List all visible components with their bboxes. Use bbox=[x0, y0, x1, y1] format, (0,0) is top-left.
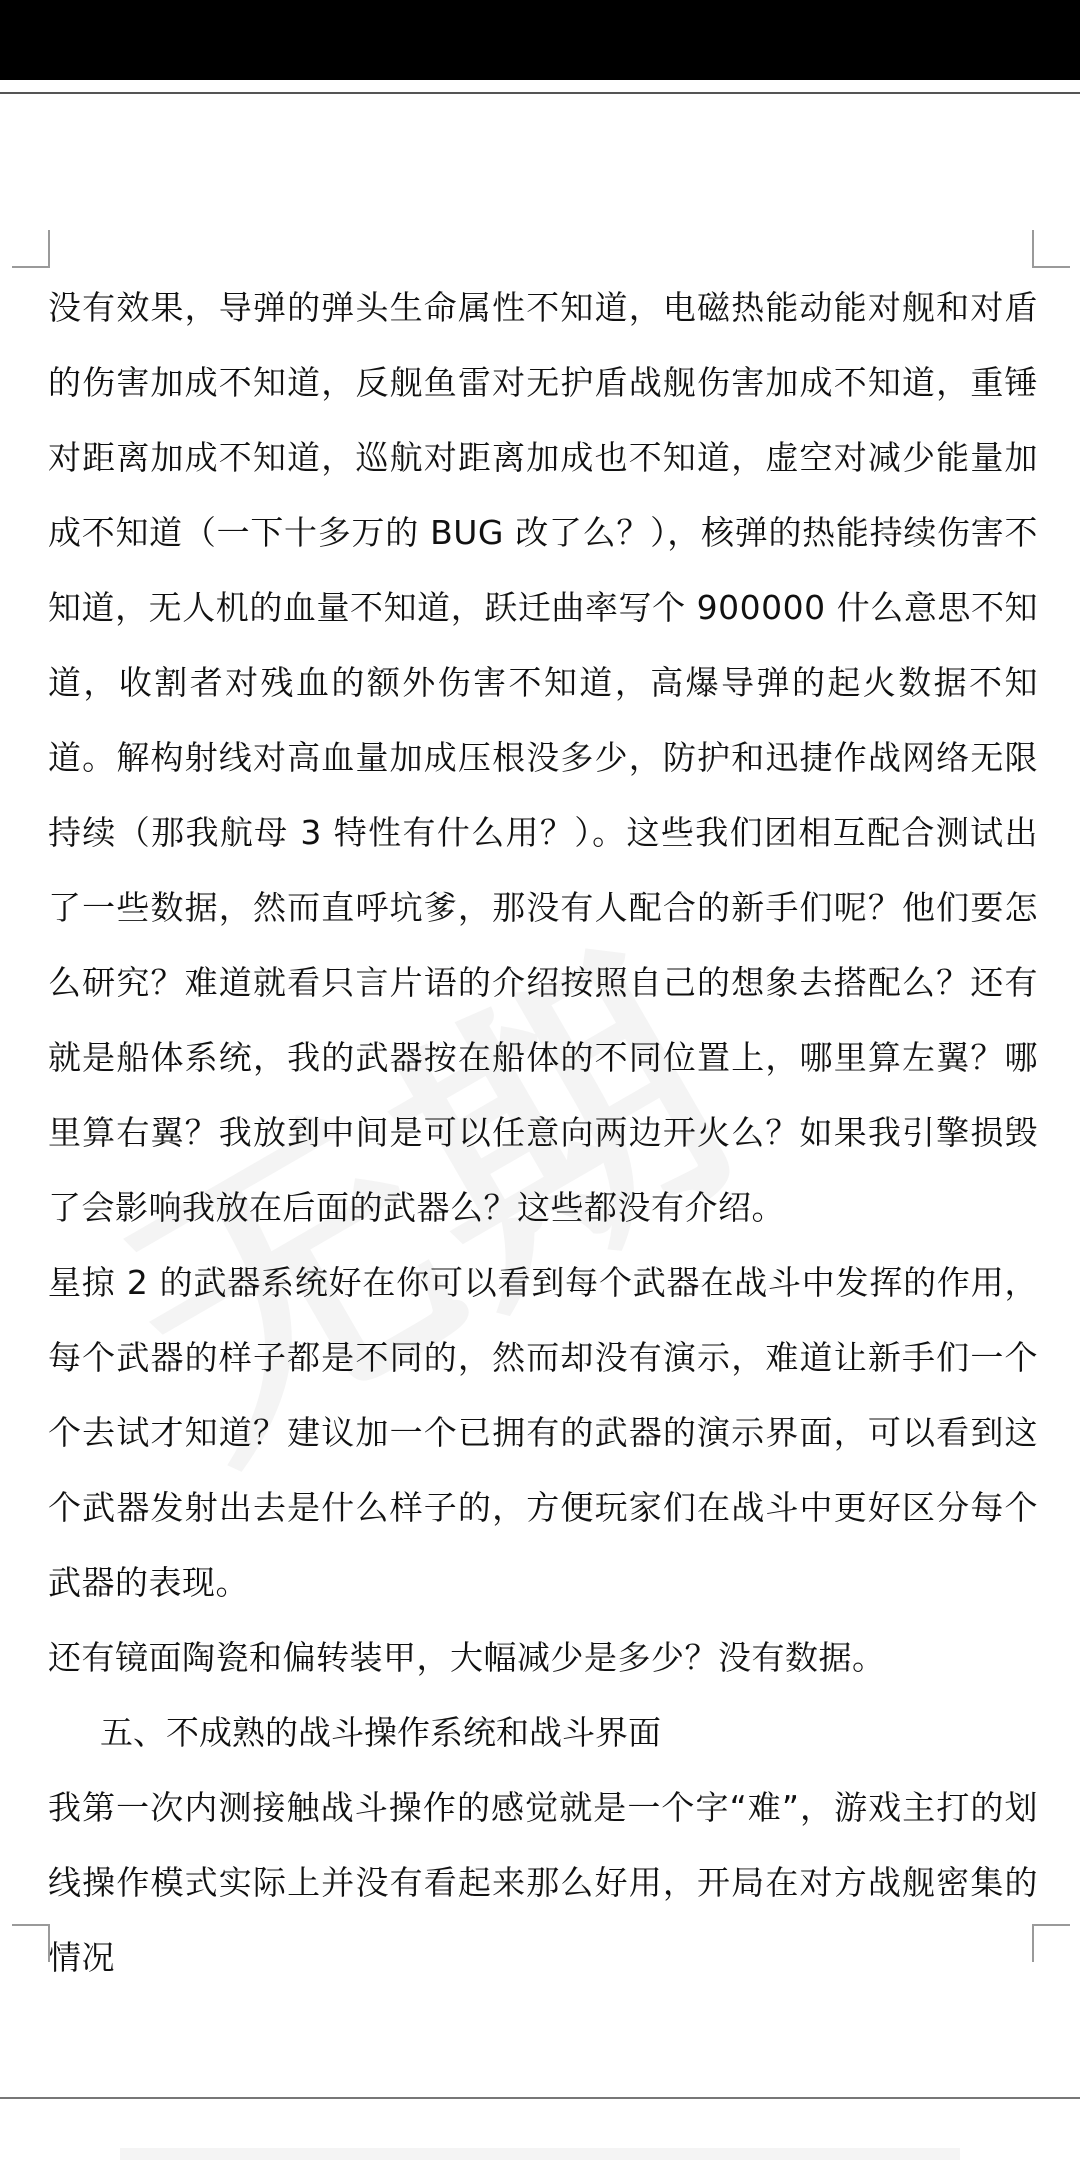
crop-mark-bottom-left bbox=[12, 1924, 50, 1962]
crop-mark-bottom-right bbox=[1032, 1924, 1070, 1962]
paragraph-armor: 还有镜面陶瓷和偏转装甲，大幅减少是多少？没有数据。 bbox=[48, 1638, 886, 1677]
paragraph-weapon-data: 没有效果，导弹的弹头生命属性不知道，电磁热能动能对舰和对盾的伤害加成不知道，反舰鱼雷对无护盾战舰伤害加成不知道，重锤对距离加成不知道，巡航对距离加成也不知道，虚空对减少能量加成不知道（一下十多万的 BUG 改了么？），核弹的热能持续伤害不知道，无人机的血量不知道，跃迁曲率写个 900000 什么意思不知道，收割者对残血的额外伤害不知道，高爆导弹的起火数据不知道。解构射线对高血量加成压根没多少，防护和迅捷作战网络无限持续（那我航母 3 特性有什么用？）。这些我们团相互配合测试出了一些数据，然而直呼坑爹，那没有人配合的新手们呢？他们要怎么研究？难道就看只言片语的介绍按照自己的想象去搭配么？还有就是船体系统，我的武器按在船体的不同位置上，哪里算左翼？哪里算右翼？我放到中间是可以任意向两边开火么？如果我引擎损毁了会影响我放在后面的武器么？这些都没有介绍。 bbox=[48, 288, 1038, 1227]
crop-mark-top-right bbox=[1032, 230, 1070, 268]
status-bar bbox=[0, 0, 1080, 80]
paragraph-combat-controls: 我第一次内测接触战斗操作的感觉就是一个字“难”，游戏主打的划线操作模式实际上并没有看起来那么好用，开局在对方战舰密集的情况 bbox=[48, 1788, 1038, 1977]
section-heading: 五、不成熟的战斗操作系统和战斗界面 bbox=[100, 1713, 661, 1752]
page-bottom-divider bbox=[0, 2097, 1080, 2099]
paragraph-weapon-demo: 星掠 2 的武器系统好在你可以看到每个武器在战斗中发挥的作用，每个武器的样子都是不同的，然而却没有演示，难道让新手们一个个去试才知道？建议加一个已拥有的武器的演示界面，可以看到这个武器发射出去是什么样子的，方便玩家们在战斗中更好区分每个武器的表现。 bbox=[48, 1263, 1038, 1602]
page-top-divider bbox=[0, 92, 1080, 94]
crop-mark-top-left bbox=[12, 230, 50, 268]
document-body bbox=[48, 270, 1038, 1995]
next-page-edge bbox=[120, 2148, 960, 2160]
